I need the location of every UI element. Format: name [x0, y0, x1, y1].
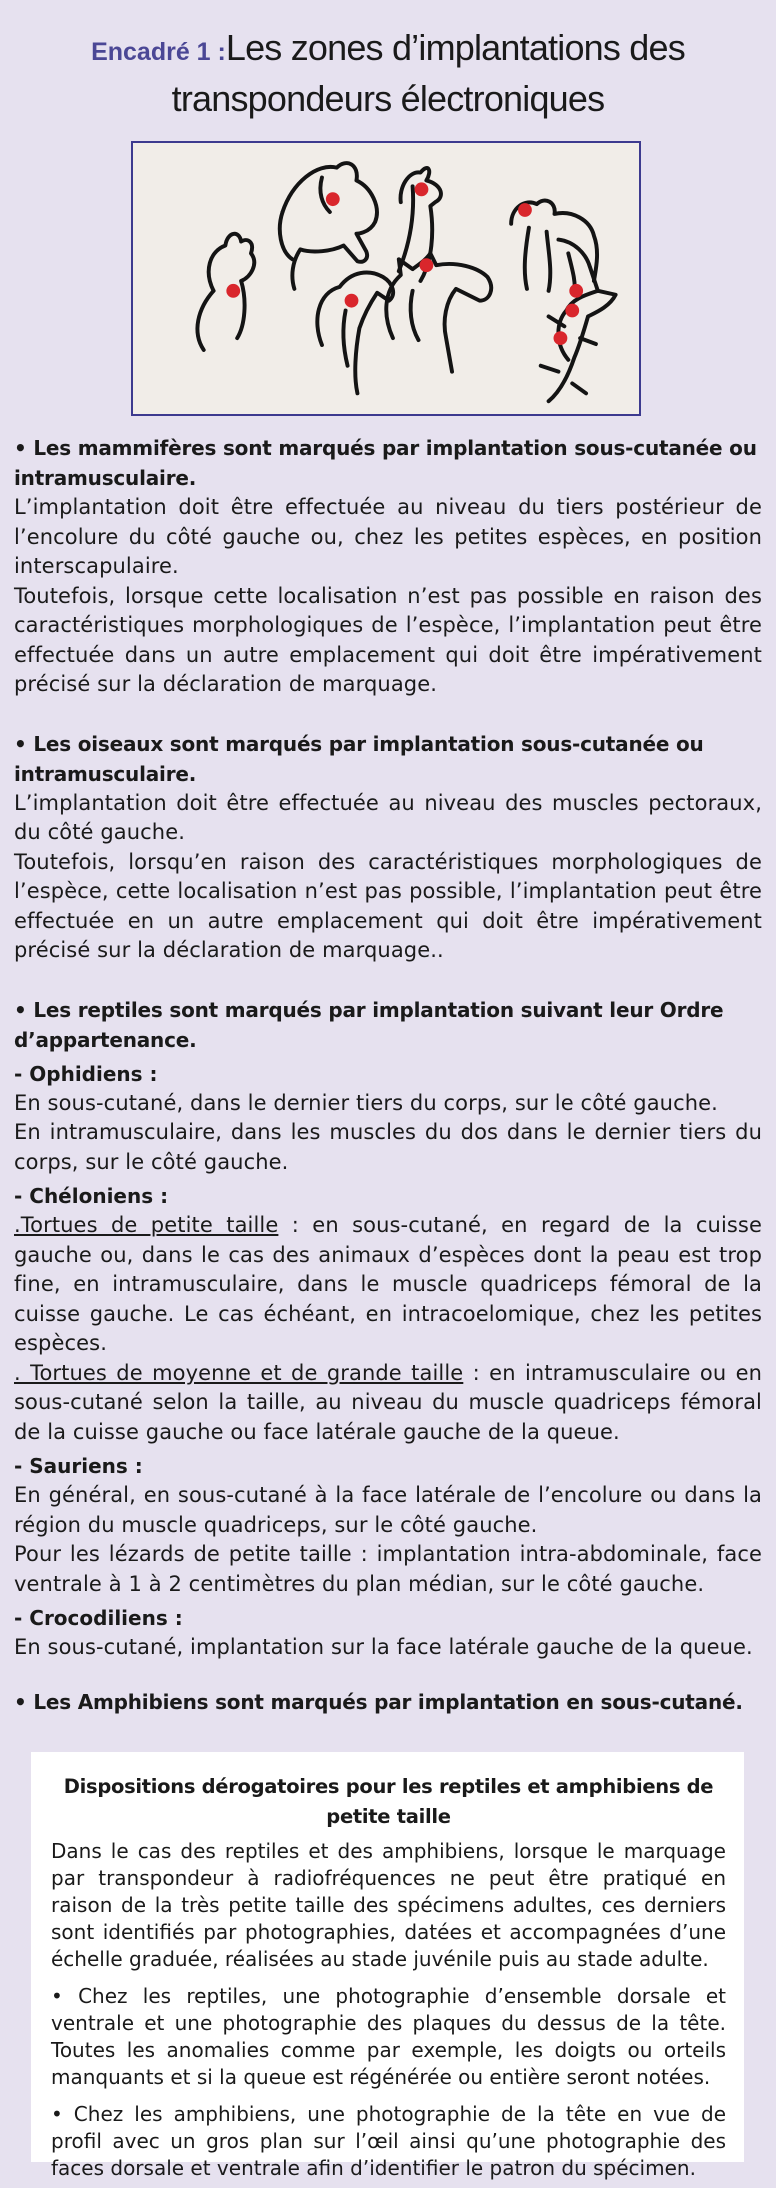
paragraph: Toutefois, lorsqu’en raison des caractéristiques morphologiques de l’espèce, cette localisation n’est pas possible, l’implantation peut être effectuée en un autre emplacement qui doit être impérativement précisé sur la déclaration de marquage.. — [14, 849, 762, 962]
page-title-line2: transpondeurs électroniques — [171, 78, 605, 119]
large-turtles-label: . Tortues de moyenne et de grande taille — [14, 1360, 464, 1385]
box-paragraph: • Chez les reptiles, une photographie d’ensemble dorsale et ventrale et une photographie des plaques du dessus de la tête. Toutes les anomalies comme par exemple, les doigts ou orteils manquants et si la queue est régénérée ou entière seront notées. — [51, 1984, 726, 2089]
paragraph: L’implantation doit être effectuée au niveau des muscles pectoraux, du côté gauche. — [14, 790, 762, 844]
section-heading: • Les oiseaux sont marqués par implantation sous-cutanée ou intramusculaire. — [14, 731, 704, 786]
marker-lizard-leg — [565, 304, 579, 318]
marker-bird-neck — [415, 182, 429, 196]
subheading-cheloniens: - Chéloniens : — [14, 1184, 169, 1208]
section-amphibians — [14, 1687, 762, 1717]
page-title-line1 — [14, 26, 762, 77]
small-turtles-label: .Tortues de petite taille — [14, 1213, 279, 1237]
marker-rabbit — [226, 284, 240, 298]
section-birds — [14, 729, 762, 966]
marker-horse — [420, 258, 434, 272]
main-content — [14, 433, 762, 1746]
animal-implant-sites-illustration — [131, 141, 641, 416]
section-mammals — [14, 433, 762, 700]
paragraph-large-turtles — [14, 1359, 762, 1448]
box-title: Dispositions dérogatoires pour les reptiles et amphibiens de petite taille — [63, 1775, 714, 1828]
marker-bird — [345, 294, 359, 308]
marker-lizard-tail — [554, 331, 568, 345]
box-paragraph: Dans le cas des reptiles et des amphibiens, lorsque le marquage par transpondeur à radiofréquences ne peut être pratiqué en raison de la très petite taille des spécimens adultes, ces derniers sont identifiés par photographies, datées et accompagnées d’une échelle graduée, réalisées au stade juvénile puis au stade adulte. — [51, 1839, 726, 1971]
section-heading: • Les reptiles sont marqués par implantation suivant leur Ordre d’appartenance. — [14, 997, 724, 1052]
paragraph: Pour les lézards de petite taille : implantation intra-abdominale, face ventrale à 1 à 2 centimètres du plan médian, sur le côté gauche. — [14, 1542, 762, 1596]
marker-dog — [326, 192, 340, 206]
large-turtles-text: : en intramusculaire ou en sous-cutané selon la taille, au niveau du muscle quadriceps fémoral de la cuisse gauche ou face latérale gauche de la queue. — [14, 1360, 763, 1444]
paragraph: En sous-cutané, implantation sur la face latérale gauche de la queue. — [14, 1635, 753, 1659]
section-heading: • Les Amphibiens sont marqués par implantation en sous-cutané. — [14, 1689, 743, 1714]
section-heading: • Les mammifères sont marqués par implantation sous-cutanée ou intramusculaire. — [14, 436, 757, 490]
paragraph: En sous-cutané, dans le dernier tiers du corps, sur le côté gauche. — [14, 1090, 718, 1115]
title-block — [14, 0, 762, 121]
paragraph: L’implantation doit être effectuée au niveau du tiers postérieur de l’encolure du côté gauche ou, chez les petites espèces, en position interscapulaire. — [14, 495, 762, 578]
subheading-sauriens: - Sauriens : — [14, 1454, 143, 1478]
box-label: Encadré 1 : — [91, 38, 226, 66]
marker-lizard-neck — [569, 284, 583, 298]
subheading-ophidiens: - Ophidiens : — [14, 1061, 158, 1086]
paragraph: En général, en sous-cutané à la face latérale de l’encolure ou dans la région du muscle quadriceps, sur le côté gauche. — [14, 1483, 762, 1537]
box-paragraph: • Chez les amphibiens, une photographie de la tête en vue de profil avec un gros plan sur l’œil ainsi qu’une photographie des faces dorsale et ventrale afin d’identifier le patron du spécimen. — [51, 2102, 726, 2180]
paragraph: En intramusculaire, dans les muscles du dos dans le dernier tiers du corps, sur le côté gauche. — [14, 1120, 762, 1174]
page-title: Les zones d’implantations des — [225, 27, 685, 68]
section-reptiles — [14, 995, 762, 1663]
paragraph-small-turtles — [14, 1211, 762, 1359]
marker-primate — [518, 203, 532, 217]
derogatory-provisions-box — [31, 1752, 744, 2180]
paragraph: Toutefois, lorsque cette localisation n’est pas possible en raison des caractéristiques morphologiques de l’espèce, l’implantation peut être effectuée dans un autre emplacement qui doit être impérativement précisé sur la déclaration de marquage. — [14, 583, 762, 696]
subheading-crocodiliens: - Crocodiliens : — [14, 1606, 183, 1630]
implant-markers — [133, 143, 639, 414]
small-turtles-text: : en sous-cutané, en regard de la cuisse gauche ou, dans le cas des animaux d’espèces dont la peau est trop fine, en intramusculaire, dans le muscle quadriceps fémoral de la cuisse gauche. Le cas échéant, en intracoelomique, chez les petites espèces. — [14, 1213, 762, 1355]
